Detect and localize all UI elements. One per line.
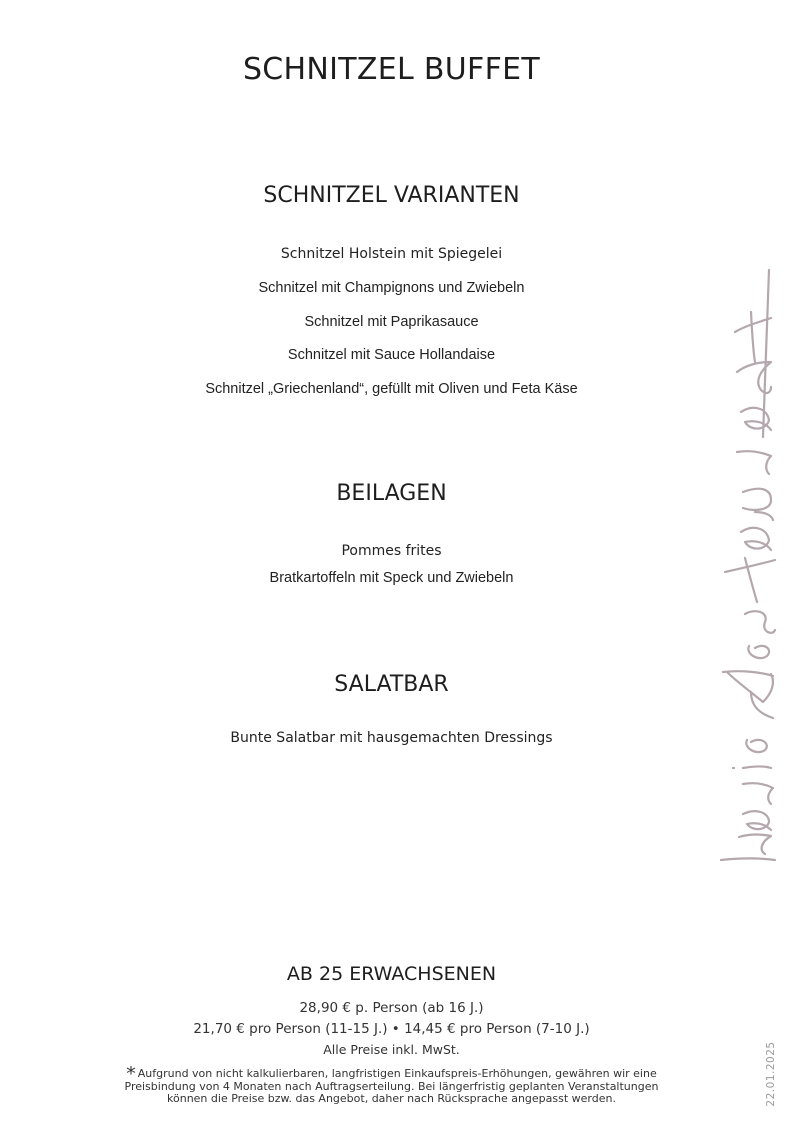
section-heading-salatbar: SALATBAR bbox=[334, 672, 449, 697]
child-prices: 21,70 € pro Person (11-15 J.) • 14,45 € pro Person (7-10 J.) bbox=[193, 1021, 590, 1037]
document-date: 22.01.2025 bbox=[765, 1041, 777, 1107]
section-heading-beilagen: BEILAGEN bbox=[336, 481, 447, 506]
footnote-star: * bbox=[126, 1063, 136, 1085]
menu-item: Bratkartoffeln mit Speck und Zwiebeln bbox=[269, 570, 514, 586]
menu-item: Schnitzel Holstein mit Spiegelei bbox=[280, 246, 503, 262]
pricing-heading: AB 25 ERWACHSENEN bbox=[286, 963, 497, 985]
menu-item: Bunte Salatbar mit hausgemachten Dressings bbox=[230, 730, 553, 746]
vat-note: Alle Preise inkl. MwSt. bbox=[323, 1042, 460, 1057]
section-heading-schnitzel-varianten: SCHNITZEL VARIANTEN bbox=[263, 183, 520, 208]
footnote-text: Aufgrund von nicht kalkulierbaren, langfristigen Einkaufspreis-Erhöhungen, gewähren wir eine Preisbindung von 4 Monaten nach Auftragserteilung. Bei längerfristig geplanten Veranstaltungen können die Preise bzw. das Angebot, daher nach Rücksprache angepasst werden. bbox=[124, 1067, 659, 1105]
menu-item: Schnitzel mit Sauce Hollandaise bbox=[287, 347, 496, 363]
menu-item: Schnitzel mit Champignons und Zwiebeln bbox=[258, 280, 525, 296]
menu-item: Pommes frites bbox=[341, 543, 442, 559]
footnote bbox=[110, 1063, 673, 1106]
adult-price: 28,90 € p. Person (ab 16 J.) bbox=[299, 1000, 484, 1016]
restaurant-logo bbox=[715, 262, 785, 867]
menu-item: Schnitzel „Griechenland“, gefüllt mit Oliven und Feta Käse bbox=[205, 381, 578, 397]
page-title: SCHNITZEL BUFFET bbox=[242, 52, 541, 87]
menu-item: Schnitzel mit Paprikasauce bbox=[304, 314, 479, 330]
